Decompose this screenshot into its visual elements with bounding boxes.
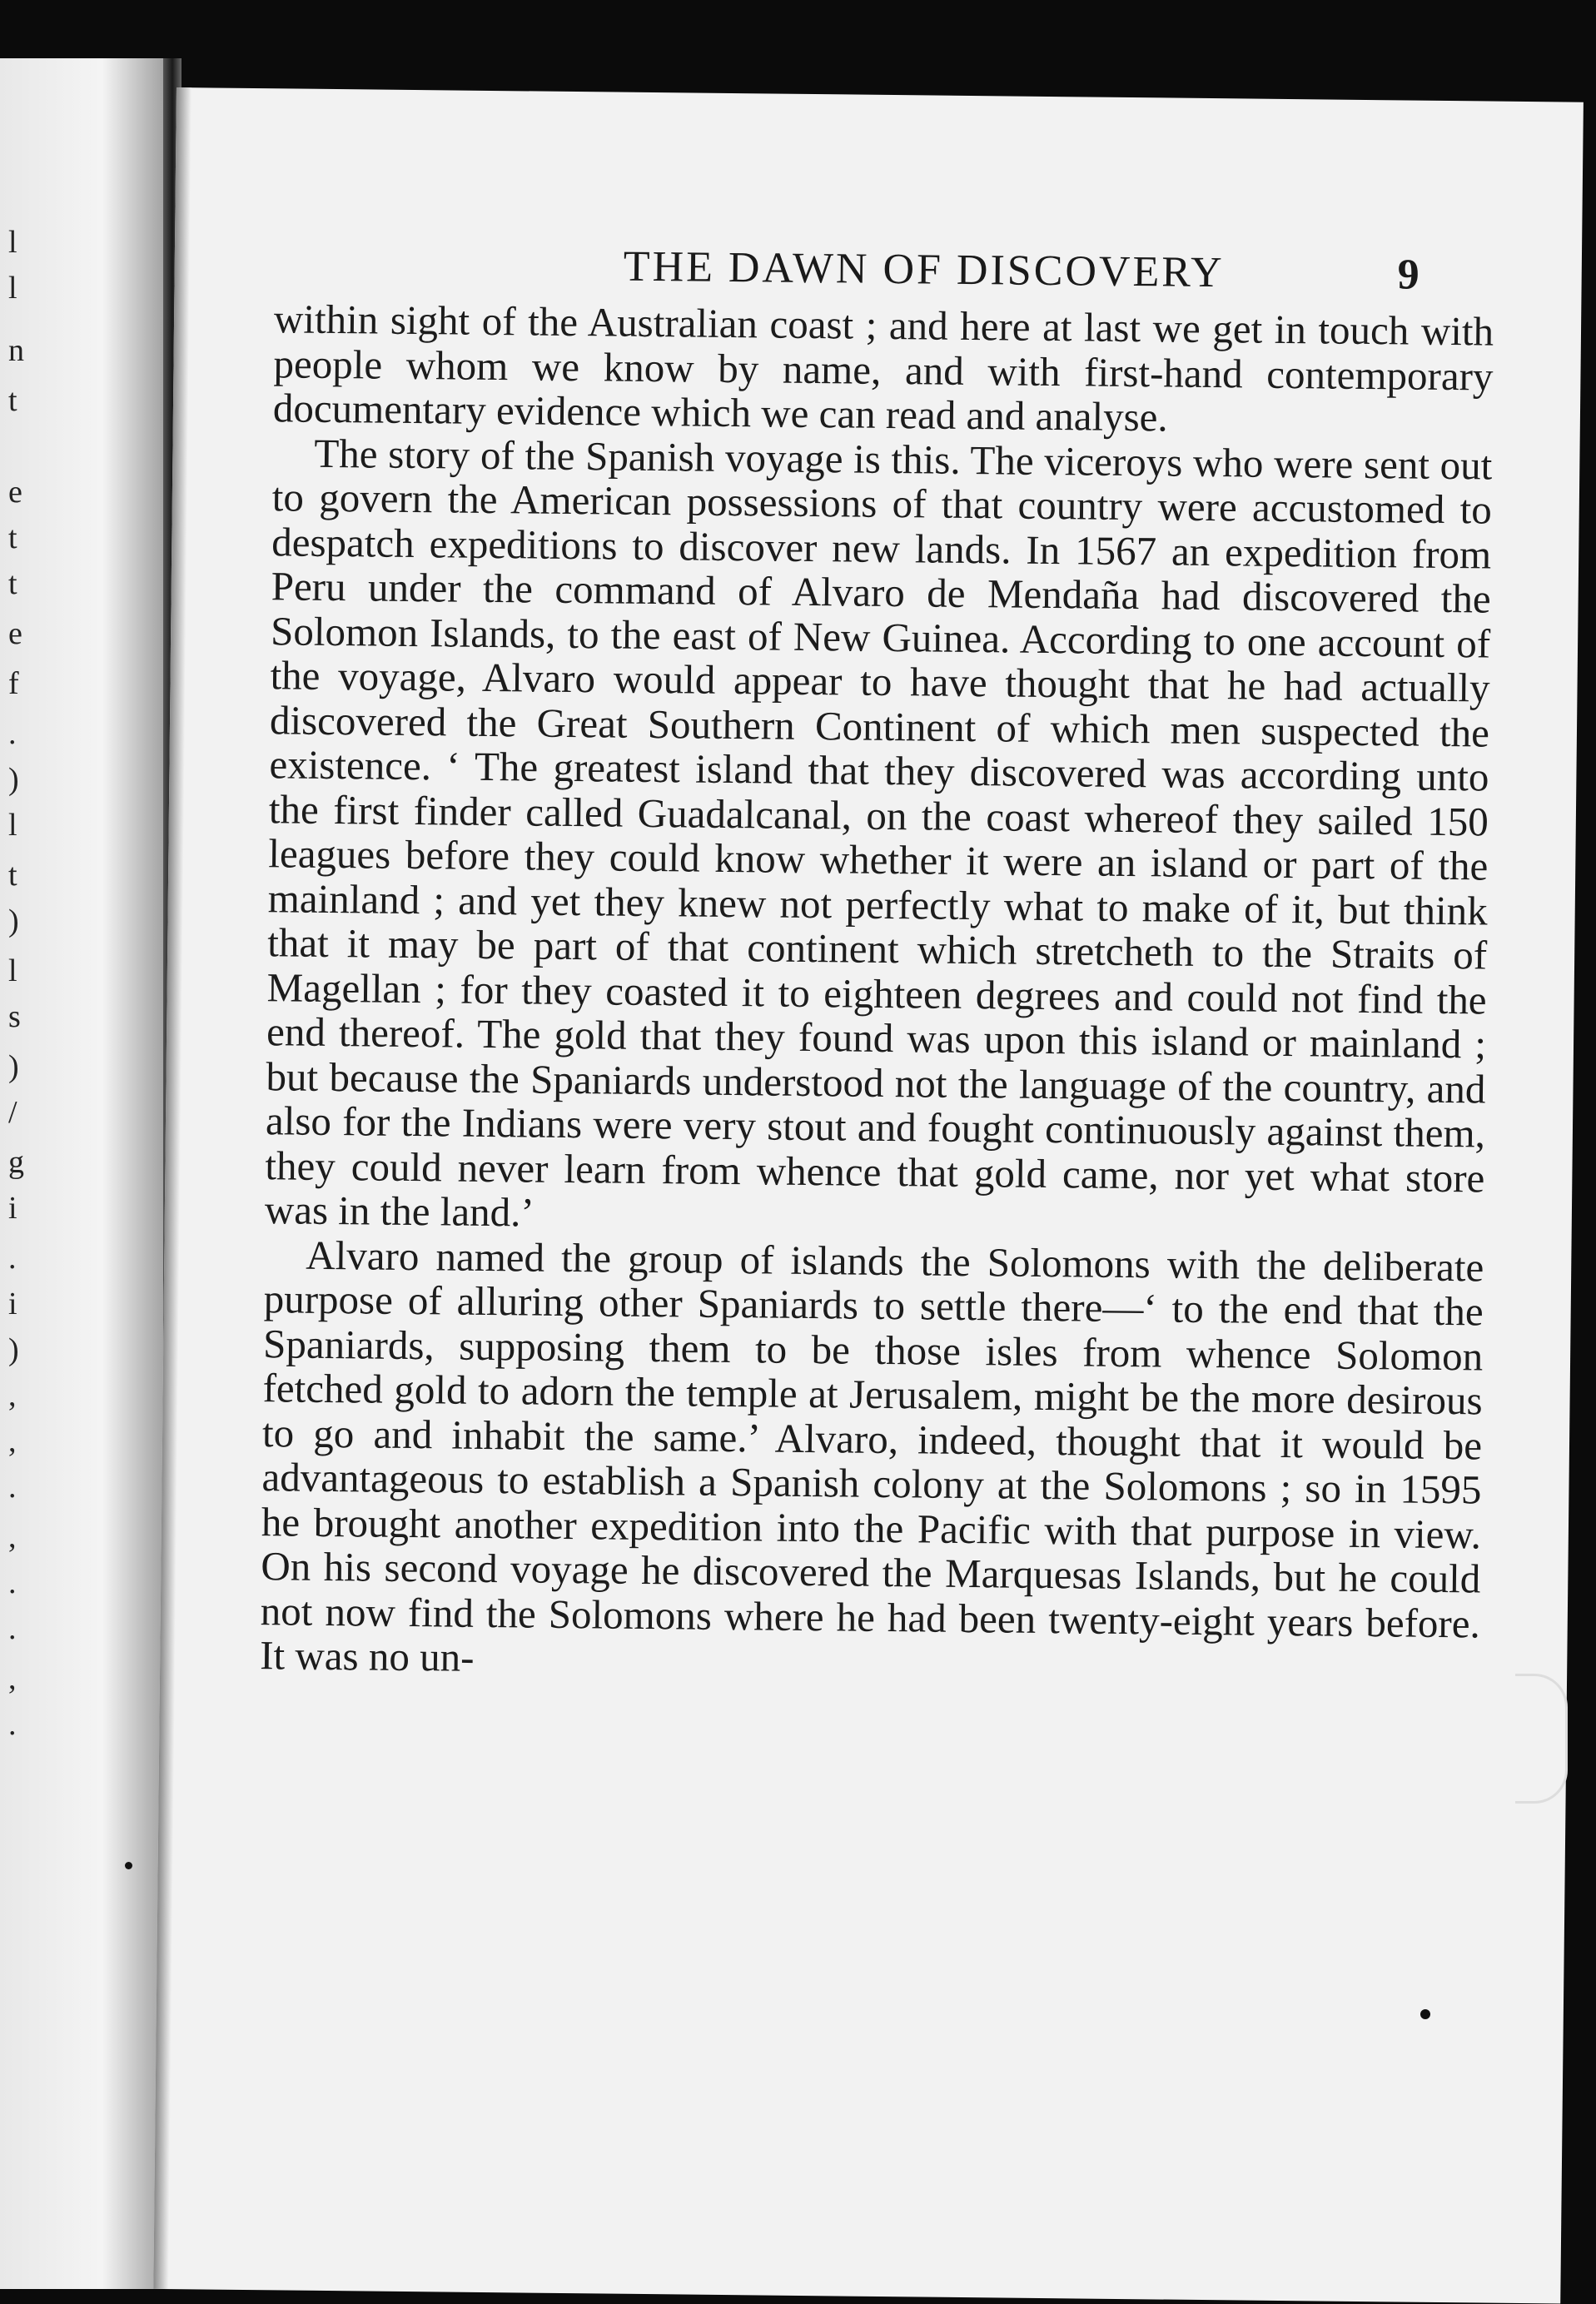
facing-page-glyph: , [8,1520,17,1555]
facing-page-glyph: . [8,1470,17,1505]
facing-page-glyph: t [8,520,17,555]
facing-page-glyph: . [8,1707,17,1742]
paragraph-2: The story of the Spanish voyage is this. The viceroys who were sent out to govern the American possessions of that country were accustomed to despatch expeditions to discover new lands. In 1567 an expedition from Peru under the command of Alvaro de Mendaña had discovered the Solomon Islands, to the east of New Guinea. According to one account of the voyage, Alvaro would appear to have thought that he had actually discovered the Great Southern Continent of which men suspected the existence. ‘ The greatest island that they discovered was according unto the first finder called Guadalcanal, on the coast whereof they sailed 150 leagues before they could know whether it were an island or part of the mainland ; and yet they knew not perfectly what to make of it, but think that it may be part of that continent which stretcheth to the Straits of Magellan ; for they coasted it to eighteen degrees and could not find the end thereof. The gold that they found was upon this island or mainland ; but because the Spaniards understood not the language of the country, and also for the Indians were very stout and fought continuously against them, they could never learn from whence that gold came, nor yet what store was in the land.’ [264,430,1493,1236]
facing-page-edge [0,58,171,2289]
speck-mark [1420,2009,1430,2019]
facing-page-glyph: ) [8,1049,19,1084]
facing-page-glyph: e [8,475,22,510]
paragraph-3: Alvaro named the group of islands the Solomons with the deliberate purpose of alluring other Spaniards to settle there—‘ to the end that the Spaniards, supposing them to be those isles from whence Solomon fetched gold to adorn the temple at Jerusalem, might be the more desirous to go and inhabit the same.’ Alvaro, indeed, thought that it would be advantageous to establish a Spanish colony at the Solomons ; so in 1595 he brought another expedition into the Pacific with that purpose in view. On his second voyage he discovered the Marquesas Islands, but he could not now find the Solomons where he had been twenty-eight years before. It was no un- [260,1232,1484,1680]
page-number: 9 [1397,251,1420,299]
facing-page-glyph: t [8,858,17,893]
speck-mark [125,1862,132,1869]
facing-page-glyph: l [8,271,17,306]
facing-page-glyph: s [8,999,21,1034]
facing-page-glyph: l [8,808,17,843]
book-page [153,87,1584,2304]
facing-page-glyph: l [8,953,17,988]
facing-page-glyph: , [8,1424,17,1459]
facing-page-glyph: g [8,1145,24,1180]
facing-page-glyph: i [8,1286,17,1321]
page-tab-mark [1515,1674,1568,1804]
facing-page-glyph: n [8,333,24,368]
facing-page-glyph: f [8,666,19,701]
facing-page-glyph: t [8,383,17,418]
facing-page-glyph: . [8,1241,17,1276]
facing-page-glyph: ) [8,762,19,797]
facing-page-glyph: i [8,1191,17,1226]
facing-page-glyph: . [8,1611,17,1646]
facing-page-glyph: / [8,1095,17,1130]
facing-page-glyph: , [8,1661,17,1696]
facing-page-glyph: t [8,566,17,601]
facing-page-glyph: e [8,616,22,651]
body-text [260,296,1494,1690]
facing-page-glyph: . [8,716,17,751]
facing-page-glyph: . [8,1565,17,1600]
running-head: THE DAWN OF DISCOVERY [623,242,1225,297]
facing-page-glyph: ) [8,903,19,938]
paragraph-1: within sight of the Australian coast ; and here at last we get in touch with people whom we know by name, and with first-hand contemporary documentary evidence which we can read and analyse. [272,296,1494,440]
facing-page-glyph: , [8,1378,17,1413]
facing-page-glyph: l [8,225,17,260]
facing-page-glyph: ) [8,1332,19,1367]
